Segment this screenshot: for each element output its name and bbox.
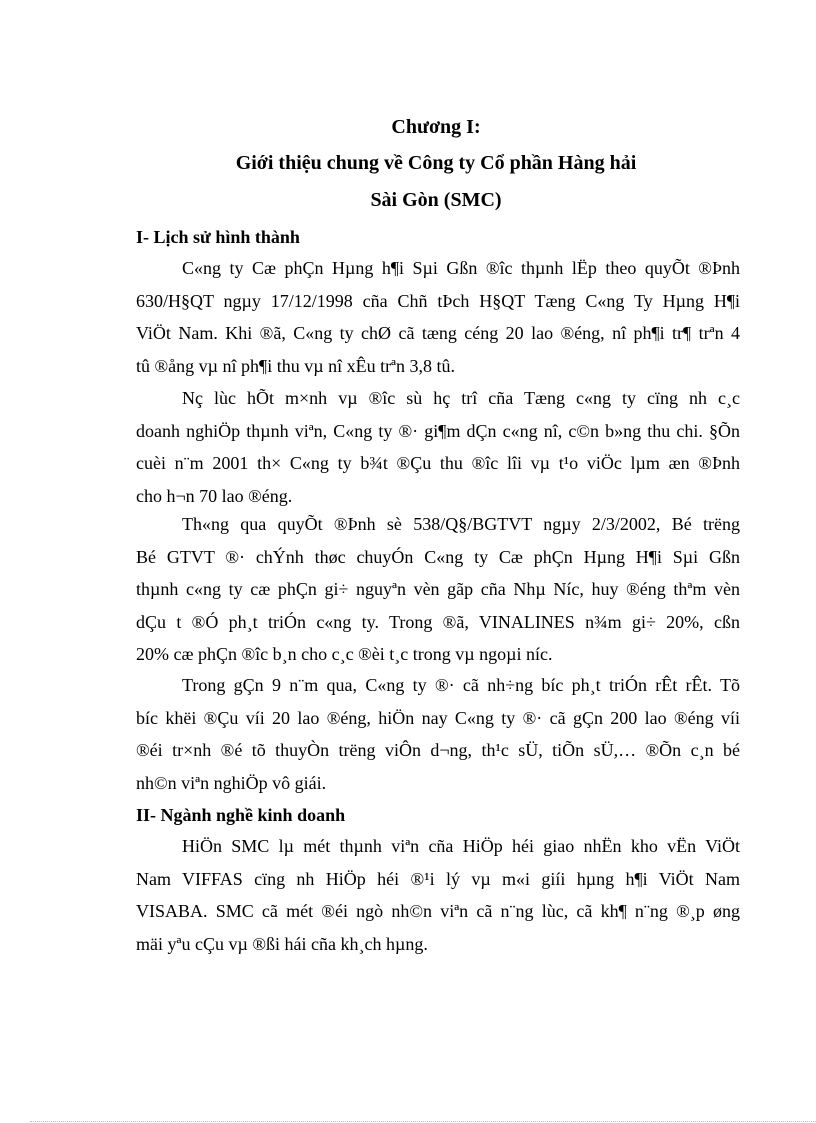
text-line: bíc khëi ®Çu víi 20 lao ®éng, hiÖn nay C«ng ty ®· cã gÇn 200 lao ®éng víi xyxy=(136,707,740,728)
text-line: Th«ng qua quyÕt ®Þnh sè 538/Q§/BGTVT ngµy 2/3/2002, Bé trëng xyxy=(182,514,740,534)
text-line: doanh nghiÖp thµnh viªn, C«ng ty ®· gi¶m dÇn c«ng nî, c©n b»ng thu chi. §Õn xyxy=(136,420,740,441)
text-line: Bé GTVT ®· chÝnh thøc chuyÓn C«ng ty Cæ phÇn Hµng H¶i Sµi Gßn xyxy=(136,546,740,567)
text-line: nh©n viªn nghiÖp vô giái. xyxy=(136,772,327,793)
text-line: tû ®ång vµ nî ph¶i thu vµ nî xÊu trªn 3,8 tû. xyxy=(136,355,456,376)
chapter-subtitle-company: Sài Gòn (SMC) xyxy=(370,189,502,211)
paragraph-history-4 xyxy=(136,669,740,799)
chapter-title: Chương I: xyxy=(391,116,481,138)
text-line: ®éi tr×nh ®é tõ thuyÒn trëng viÔn d¬ng, th¹c sÜ, tiÕn sÜ,… ®Õn c¸n bé xyxy=(136,740,740,760)
text-line: Nç lùc hÕt m×nh vµ ®îc sù hç trî cña Tæng c«ng ty cïng nh c¸c xyxy=(182,388,740,408)
text-line: ViÖt Nam. Khi ®ã, C«ng ty chØ cã tæng céng 20 lao ®éng, nî ph¶i tr¶ trªn 4 xyxy=(136,323,740,343)
text-line: HiÖn SMC lµ mét thµnh viªn cña HiÖp héi giao nhËn kho vËn ViÖt xyxy=(182,836,740,856)
text-line: Trong gÇn 9 n¨m qua, C«ng ty ®· cã nh÷ng bíc ph¸t triÓn rÊt rÊt. Tõ xyxy=(182,675,740,695)
paragraph-business-1 xyxy=(136,830,740,960)
chapter-subtitle: Giới thiệu chung về Công ty Cổ phần Hàng hải xyxy=(235,152,637,174)
text-line: C«ng ty Cæ phÇn Hµng h¶i Sµi Gßn ®îc thµnh lËp theo quyÕt ®Þnh xyxy=(182,258,740,278)
page-bottom-rule xyxy=(30,1121,816,1122)
text-line: Nam VIFFAS cïng nh HiÖp héi ®¹i lý vµ m«i giíi hµng h¶i ViÖt Nam xyxy=(136,868,740,889)
text-line: thµnh c«ng ty cæ phÇn gi÷ nguyªn vèn gãp cña Nhµ Níc, huy ®éng thªm vèn xyxy=(136,579,740,599)
text-line: 20% cæ phÇn ®îc b¸n cho c¸c ®èi t¸c trong vµ ngoµi níc. xyxy=(136,644,553,664)
paragraph-history-2 xyxy=(136,382,740,512)
text-line: 630/H§QT ngµy 17/12/1998 cña Chñ tÞch H§QT Tæng C«ng Ty Hµng H¶i xyxy=(136,290,740,311)
text-line: dÇu t ®Ó ph¸t triÓn c«ng ty. Trong ®ã, VINALINES n¾m gi÷ 20%, cßn xyxy=(136,611,740,632)
text-line: cuèi n¨m 2001 th× C«ng ty b¾t ®Çu thu ®îc lîi vµ t¹o viÖc lµm æn ®Þnh xyxy=(136,453,740,473)
paragraph-history-1 xyxy=(136,252,740,382)
text-line: VISABA. SMC cã mét ®éi ngò nh©n viªn cã n¨ng lùc, cã kh¶ n¨ng ®¸p øng xyxy=(136,901,740,921)
section-heading-business: II- Ngành nghề kinh doanh xyxy=(136,805,346,825)
paragraph-history-3 xyxy=(136,508,740,671)
text-line: mäi yªu cÇu vµ ®ßi hái cña kh¸ch hµng. xyxy=(136,933,428,954)
text-line: cho h¬n 70 lao ®éng. xyxy=(136,485,293,506)
section-heading-history: I- Lịch sử hình thành xyxy=(136,227,300,247)
